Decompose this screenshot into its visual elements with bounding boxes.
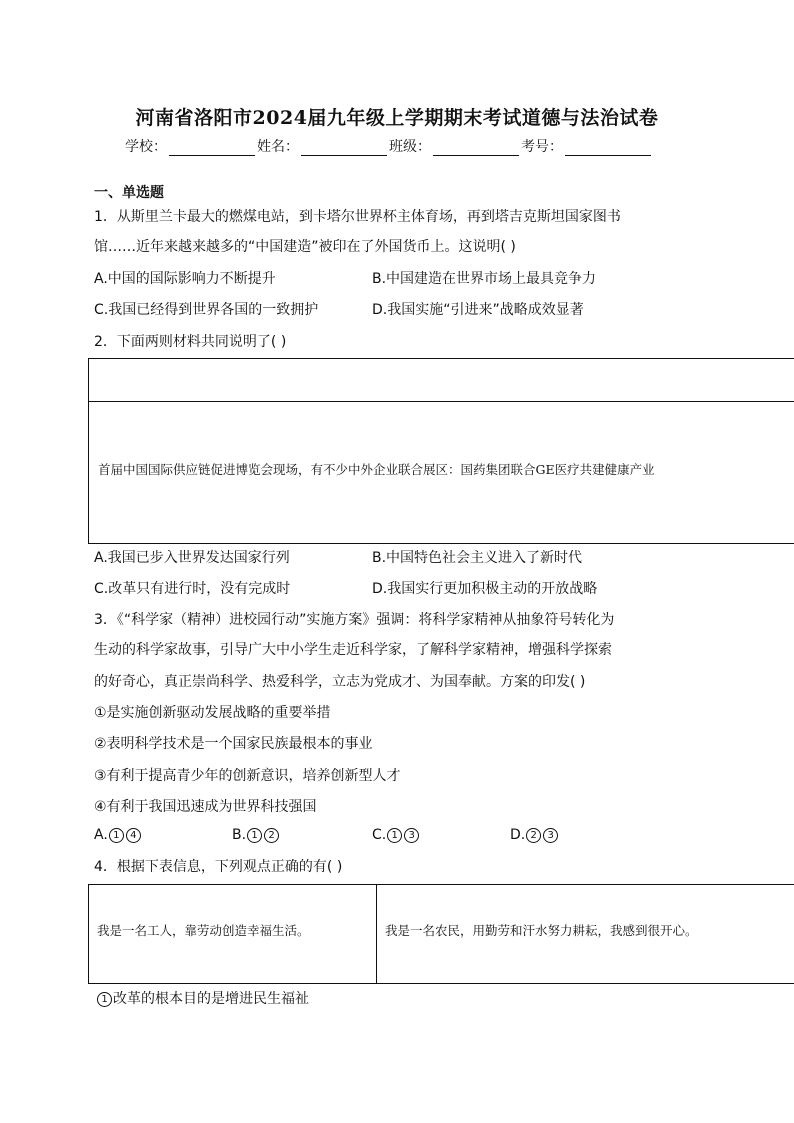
q3-option-d xyxy=(510,827,559,843)
q1-stem-line1: 1．从斯里兰卡最大的燃煤电站，到卡塔尔世界杯主体育场，再到塔吉克斯坦国家图书 xyxy=(94,209,621,225)
q1-option-b: B.中国建造在世界市场上最具竞争力 xyxy=(372,271,597,287)
option-letter: A. xyxy=(94,827,108,843)
name-field[interactable] xyxy=(301,140,387,156)
student-info-row xyxy=(125,136,653,156)
q4-statement-1 xyxy=(97,988,309,1008)
q2-option-b: B.中国特色社会主义进入了新时代 xyxy=(372,550,583,566)
circled-number: 1 xyxy=(109,828,124,843)
circled-number: 1 xyxy=(247,828,262,843)
q3-statement-4: ④有利于我国迅速成为世界科技强国 xyxy=(94,799,317,815)
q4-stem: 4．根据下表信息，下列观点正确的有( ) xyxy=(94,859,343,875)
circled-number: 3 xyxy=(543,828,558,843)
q1-option-c: C.我国已经得到世界各国的一致拥护 xyxy=(94,302,319,318)
class-field[interactable] xyxy=(433,140,519,156)
q3-option-a xyxy=(94,827,142,843)
q1-option-a: A.中国的国际影响力不断提升 xyxy=(94,271,276,287)
number-field[interactable] xyxy=(565,140,651,156)
q3-option-b xyxy=(232,827,280,843)
q4-table-cell-worker: 我是一名工人，靠劳动创造幸福生活。 xyxy=(97,923,310,938)
q1-option-d: D.我国实施“引进来”战略成效显著 xyxy=(372,302,584,318)
statement-text: 改革的根本目的是增进民生福祉 xyxy=(113,991,309,1007)
option-letter: B. xyxy=(232,827,247,843)
q3-stem-line3: 的好奇心，真正崇尚科学、热爱科学，立志为党成才、为国奉献。方案的印发( ) xyxy=(94,674,586,690)
circled-number: 1 xyxy=(387,828,402,843)
q2-option-a: A.我国已步入世界发达国家行列 xyxy=(94,550,290,566)
circled-number: 1 xyxy=(97,992,112,1007)
q3-stem-line2: 生动的科学家故事，引导广大中小学生走近科学家，了解科学家精神，增强科学探索 xyxy=(94,642,612,658)
option-letter: C. xyxy=(372,827,387,843)
circled-number: 4 xyxy=(126,828,141,843)
exam-title: 河南省洛阳市2024届九年级上学期期末考试道德与法治试卷 xyxy=(135,107,659,129)
option-letter: D. xyxy=(510,827,526,843)
q2-stem: 2．下面两则材料共同说明了( ) xyxy=(94,334,287,350)
school-field[interactable] xyxy=(169,140,255,156)
school-label: 学校： xyxy=(125,139,167,155)
circled-number: 2 xyxy=(264,828,279,843)
circled-number: 2 xyxy=(526,828,541,843)
q3-stem-line1: 3．《“科学家（精神）进校园行动”实施方案》强调：将科学家精神从抽象符号转化为 xyxy=(94,612,615,628)
q4-table-cell-farmer: 我是一名农民，用勤劳和汗水努力耕耘，我感到很开心。 xyxy=(385,923,698,938)
q2-option-d: D.我国实行更加积极主动的开放战略 xyxy=(372,581,598,597)
number-label: 考号： xyxy=(521,139,563,155)
material-divider xyxy=(89,401,794,402)
circled-number: 3 xyxy=(404,828,419,843)
q3-statement-2: ②表明科学技术是一个国家民族最根本的事业 xyxy=(94,736,373,752)
q1-stem-line2: 馆……近年来越来越多的“中国建造”被印在了外国货币上。这说明( ) xyxy=(94,239,516,255)
q3-option-c xyxy=(372,827,420,843)
class-label: 班级： xyxy=(389,139,431,155)
name-label: 姓名： xyxy=(257,139,299,155)
q2-material-text: 首届中国国际供应链促进博览会现场，有不少中外企业联合展区：国药集团联合GE医疗共建健康产业 xyxy=(98,462,655,477)
q4-info-table xyxy=(88,884,794,984)
section-heading: 一、单选题 xyxy=(94,185,164,201)
q3-statement-3: ③有利于提高青少年的创新意识，培养创新型人才 xyxy=(94,768,401,784)
q3-statement-1: ①是实施创新驱动发展战略的重要举措 xyxy=(94,705,331,721)
table-column-divider xyxy=(376,885,377,983)
q2-option-c: C.改革只有进行时，没有完成时 xyxy=(94,581,291,597)
q2-material-box xyxy=(88,358,794,544)
